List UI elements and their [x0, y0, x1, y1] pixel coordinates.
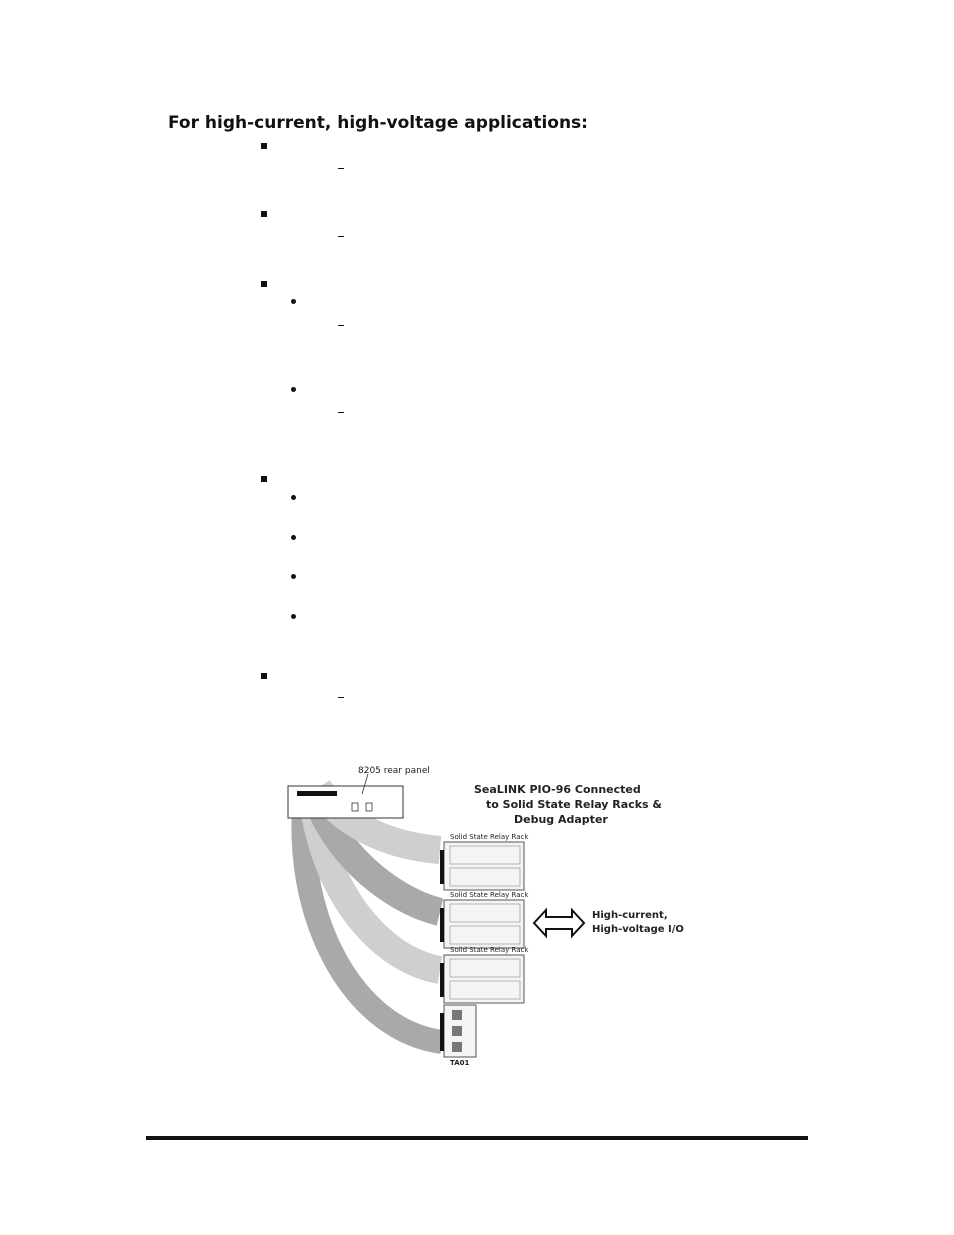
rack-label: Solid State Relay Rack [450, 891, 529, 899]
dot-bullet-icon [291, 387, 296, 392]
rack-label: Solid State Relay Rack [450, 833, 529, 841]
adapter-label: TA01 [450, 1059, 470, 1067]
square-bullet-icon [261, 673, 267, 679]
dot-bullet-icon [291, 495, 296, 500]
square-bullet-icon [261, 211, 267, 217]
footer-rule [146, 1136, 808, 1140]
dash-bullet-icon [338, 168, 344, 169]
dot-bullet-icon [291, 299, 296, 304]
rear-panel [288, 786, 403, 818]
caption-line-3: Debug Adapter [514, 813, 608, 826]
dash-bullet-icon [338, 697, 344, 698]
square-bullet-icon [261, 143, 267, 149]
io-label-line-1: High-current, [592, 910, 668, 921]
rear-panel-connector [297, 791, 337, 796]
relay-rack [444, 900, 524, 948]
dot-bullet-icon [291, 535, 296, 540]
caption-line-2: to Solid State Relay Racks & [486, 798, 663, 811]
dot-bullet-icon [291, 614, 296, 619]
dash-bullet-icon [338, 412, 344, 413]
dash-bullet-icon [338, 325, 344, 326]
relay-rack [444, 955, 524, 1003]
relay-rack [444, 842, 524, 890]
double-arrow-icon [534, 910, 584, 936]
dash-bullet-icon [338, 236, 344, 237]
square-bullet-icon [261, 476, 267, 482]
io-label-line-2: High-voltage I/O [592, 924, 684, 935]
caption-line-1: SeaLINK PIO-96 Connected [474, 783, 641, 796]
rack-label: Solid State Relay Rack [450, 946, 529, 954]
rear-panel-label: 8205 rear panel [358, 766, 430, 776]
dot-bullet-icon [291, 574, 296, 579]
square-bullet-icon [261, 281, 267, 287]
section-heading: For high-current, high-voltage applications: [168, 113, 588, 133]
connection-diagram [270, 760, 684, 1072]
